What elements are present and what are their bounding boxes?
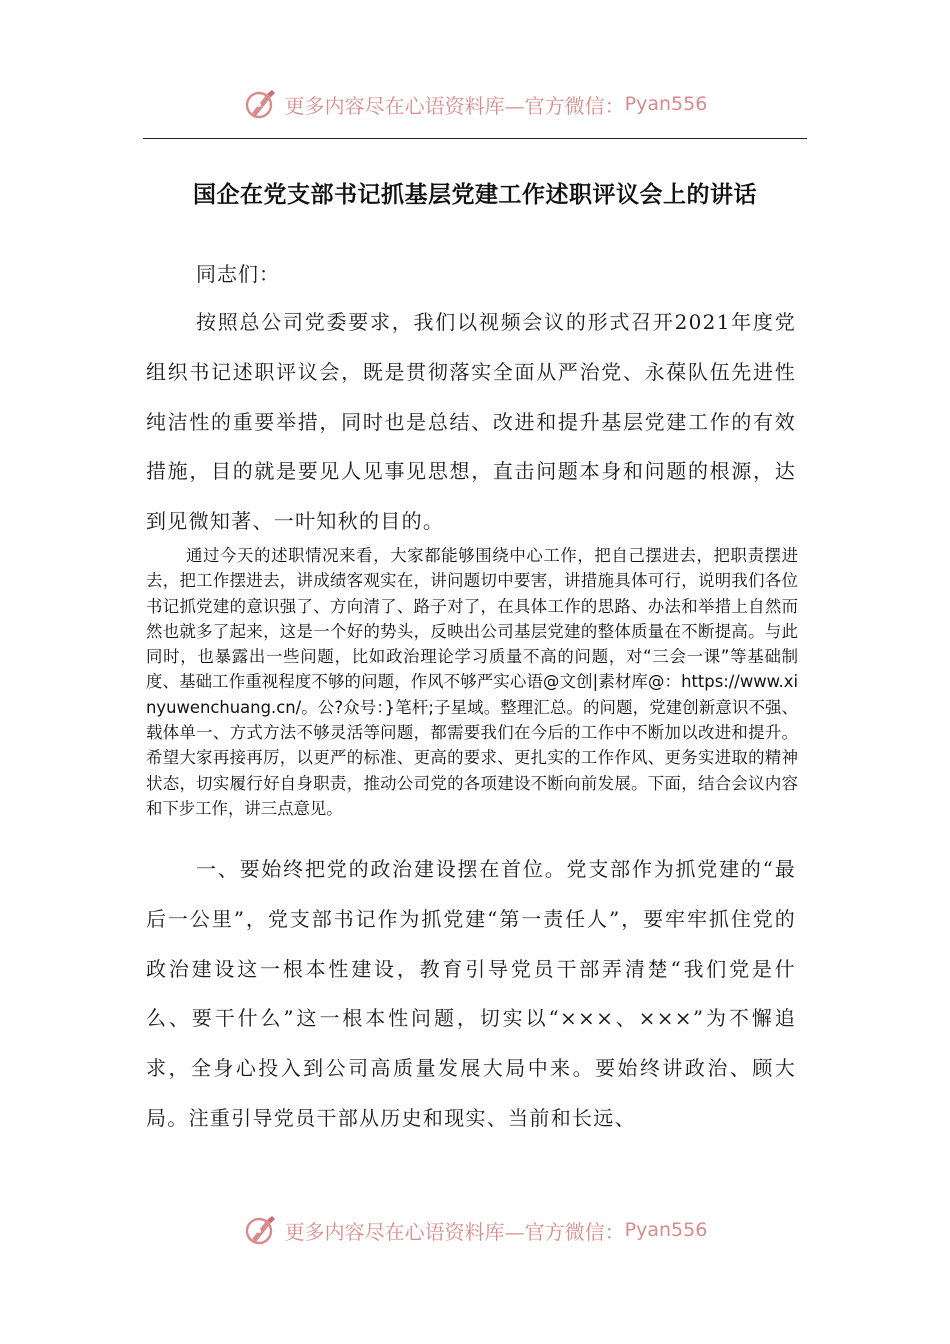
paragraph-1: 按照总公司党委要求，我们以视频会议的形式召开2021年度党组织书记述职评议会，既是贯彻落实全面从严治党、永葆队伍先进性纯洁性的重要举措，同时也是总结、改进和提升基层党建工作的有效措施，目的就是要见人见事见思想，直击问题本身和问题的根源，达到见微知著、一叶知秋的目的。 <box>146 310 796 534</box>
banner-text: 更多内容尽在心语资料库—官方微信： <box>284 93 625 118</box>
paragraph-2: 通过今天的述职情况来看，大家都能够围绕中心工作，把自己摆进去，把职责摆进去，把工作摆进去，讲成绩客观实在，讲问题切中要害，讲措施具体可行，说明我们各位书记抓党建的意识强了、方向清了、路子对了，在具体工作的思路、办法和举措上自然而然也就多了起来，这是一个好的势头，反映出公司基层党建的整体质量在不断提高。与此同时，也暴露出一些问题，比如政治理论学习质量不高的问题，对“三会一课”等基础制度、基础工作重视程度不够的问题，作风不够严实心语@文创|素材库@：https://www.xinyuwenchuang.cn/。公?众号：}笔杆;子星域。整理汇总。的问题，党建创新意识不强、载体单一、方式方法不够灵活等问题，都需要我们在今后的工作中不断加以改进和提升。希望大家再接再厉，以更严的标准、更高的要求、更扎实的工作作风、更务实进取的精神状态，切实履行好自身职责，推动公司党的各项建设不断向前发展。下面，结合会议内容和下步工作，讲三点意见。 <box>146 546 798 818</box>
banner-text: 更多内容尽在心语资料库—官方微信： <box>284 1219 625 1244</box>
banner-wechat-id: Pyan556 <box>624 1219 708 1241</box>
salutation: 同志们： <box>196 262 280 286</box>
header-banner <box>0 82 950 126</box>
header-rule <box>143 138 807 139</box>
footer-banner <box>0 1208 950 1252</box>
banner-wechat-id: Pyan556 <box>624 93 708 115</box>
pen-logo-icon <box>243 1212 279 1248</box>
pen-logo-icon <box>243 86 279 122</box>
paragraph-3: 一、要始终把党的政治建设摆在首位。党支部作为抓党建的“最后一公里”，党支部书记作为抓党建“第一责任人”，要牢牢抓住党的政治建设这一根本性建设，教育引导党员干部弄清楚“我们党是什么、要干什么”这一根本性问题，切实以“×××、×××”为不懈追求，全身心投入到公司高质量发展大局中来。要始终讲政治、顾大局。注重引导党员干部从历史和现实、当前和长远、 <box>146 857 796 1130</box>
document-title: 国企在党支部书记抓基层党建工作述职评议会上的讲话 <box>193 182 757 208</box>
